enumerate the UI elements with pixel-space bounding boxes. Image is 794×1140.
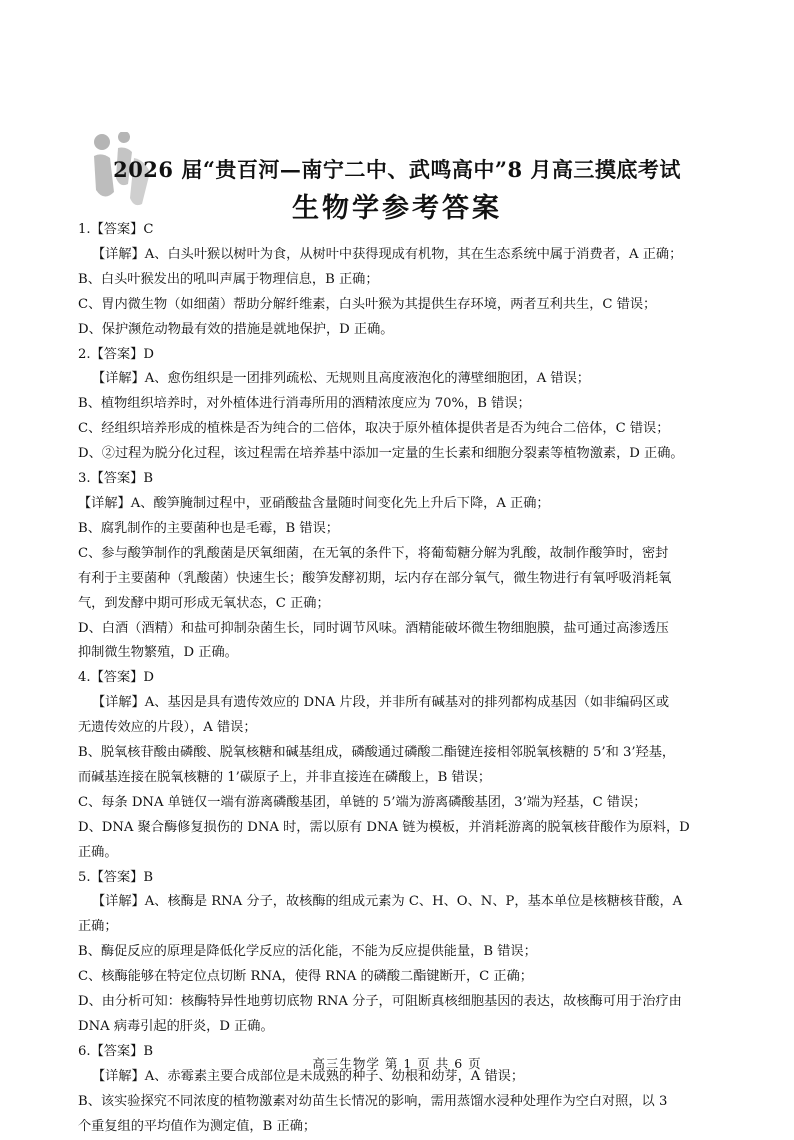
q4-detail: 正确。 bbox=[78, 844, 118, 860]
q3-answer: 3.【答案】B bbox=[78, 471, 154, 487]
q2-detail: D、②过程为脱分化过程，该过程需在培养基中添加一定量的生长素和细胞分裂素等植物激素，D 正确。 bbox=[78, 446, 684, 462]
q6-answer: 6.【答案】B bbox=[78, 1043, 154, 1059]
q3-detail: 抑制微生物繁殖，D 正确。 bbox=[78, 645, 238, 661]
q4-answer: 4.【答案】D bbox=[78, 670, 154, 686]
q2-detail: 【详解】A、愈伤组织是一团排列疏松、无规则且高度液泡化的薄壁细胞团，A 错误； bbox=[92, 371, 590, 387]
page-footer: 高三生物学 第 1 页 共 6 页 bbox=[312, 1056, 482, 1071]
q1-detail: 【详解】A、白头叶猴以树叶为食，从树叶中获得现成有机物，其在生态系统中属于消费者，A 正确； bbox=[92, 246, 683, 262]
q5-detail: 【详解】A、核酶是 RNA 分子，故核酶的组成元素为 C、H、O、N、P，基本单位是核糖核苷酸，A bbox=[92, 894, 683, 910]
q4-detail: B、脱氧核苷酸由磷酸、脱氧核糖和碱基组成，磷酸通过磷酸二酯键连接相邻脱氧核糖的 5’和 3’羟基， bbox=[78, 745, 676, 761]
q3-detail: D、白酒（酒精）和盐可抑制杂菌生长，同时调节风味。酒精能破坏微生物细胞膜，盐可通过高渗透压 bbox=[78, 620, 669, 636]
q5-detail: 正确； bbox=[78, 919, 118, 935]
answer-content bbox=[78, 218, 718, 1140]
exam-title: 2026 届“贵百河—南宁二中、武鸣高中”8 月高三摸底考试 bbox=[113, 157, 681, 182]
q2-detail: B、植物组织培养时，对外植体进行消毒所用的酒精浓度应为 70%，B 错误； bbox=[78, 396, 531, 412]
q1-detail: C、胃内微生物（如细菌）帮助分解纤维素，白头叶猴为其提供生存环境，两者互利共生，C 错误； bbox=[78, 296, 657, 312]
q2-detail: C、经组织培养形成的植株是否为纯合的二倍体，取决于原外植体提供者是否为纯合二倍体，C 错误； bbox=[78, 421, 670, 437]
q3-detail: 气，到发酵中期可形成无氧状态，C 正确； bbox=[78, 595, 330, 611]
q5-detail: C、核酶能够在特定位点切断 RNA，使得 RNA 的磷酸二酯键断开，C 正确； bbox=[78, 969, 533, 985]
q4-detail: D、DNA 聚合酶修复损伤的 DNA 时，需以原有 DNA 链为模板，并消耗游离的脱氧核苷酸作为原料，D bbox=[78, 819, 690, 835]
q3-detail: B、腐乳制作的主要菌种也是毛霉，B 错误； bbox=[78, 520, 339, 536]
document-subtitle: 生物学参考答案 bbox=[292, 193, 502, 224]
q1-answer: 1.【答案】C bbox=[78, 222, 154, 237]
q6-detail: 个重复组的平均值作为测定值，B 正确； bbox=[78, 1118, 317, 1134]
q3-detail: 【详解】A、酸笋腌制过程中，亚硝酸盐含量随时间变化先上升后下降，A 正确； bbox=[78, 495, 550, 511]
q4-detail: 【详解】A、基因是具有遗传效应的 DNA 片段，并非所有碱基对的排列都构成基因（如非编码区或 bbox=[92, 695, 670, 711]
q4-detail: 无遗传效应的片段），A 错误； bbox=[78, 720, 257, 736]
q3-detail: 有利于主要菌种（乳酸菌）快速生长；酸笋发酵初期，坛内存在部分氧气，微生物进行有氧呼吸消耗氧 bbox=[78, 570, 672, 586]
q2-answer: 2.【答案】D bbox=[78, 346, 154, 362]
q1-detail: D、保护濒危动物最有效的措施是就地保护，D 正确。 bbox=[78, 321, 394, 337]
q5-detail: B、酶促反应的原理是降低化学反应的活化能，不能为反应提供能量，B 错误； bbox=[78, 944, 537, 960]
q5-detail: DNA 病毒引起的肝炎，D 正确。 bbox=[78, 1019, 274, 1034]
q3-detail: C、参与酸笋制作的乳酸菌是厌氧细菌，在无氧的条件下，将葡萄糖分解为乳酸，故制作酸笋时，密封 bbox=[78, 545, 669, 561]
q4-detail: C、每条 DNA 单链仅一端有游离磷酸基团，单链的 5’端为游离磷酸基团，3’端为羟基，C 错误； bbox=[78, 794, 647, 810]
q6-detail: 【详解】A、赤霉素主要合成部位是未成熟的种子、幼根和幼芽，A 错误； bbox=[92, 1068, 525, 1084]
q4-detail: 而碱基连接在脱氧核糖的 1’碳原子上，并非直接连在磷酸上，B 错误； bbox=[78, 769, 492, 785]
q5-detail: D、由分析可知：核酶特异性地剪切底物 RNA 分子，可阻断真核细胞基因的表达，故核酶可用于治疗由 bbox=[78, 994, 682, 1010]
q5-answer: 5.【答案】B bbox=[78, 869, 154, 885]
q6-detail: B、该实验探究不同浓度的植物激素对幼苗生长情况的影响，需用蒸馏水浸种处理作为空白对照，以 3 bbox=[78, 1093, 668, 1109]
q1-detail: B、白头叶猴发出的吼叫声属于物理信息，B 正确； bbox=[78, 271, 379, 287]
